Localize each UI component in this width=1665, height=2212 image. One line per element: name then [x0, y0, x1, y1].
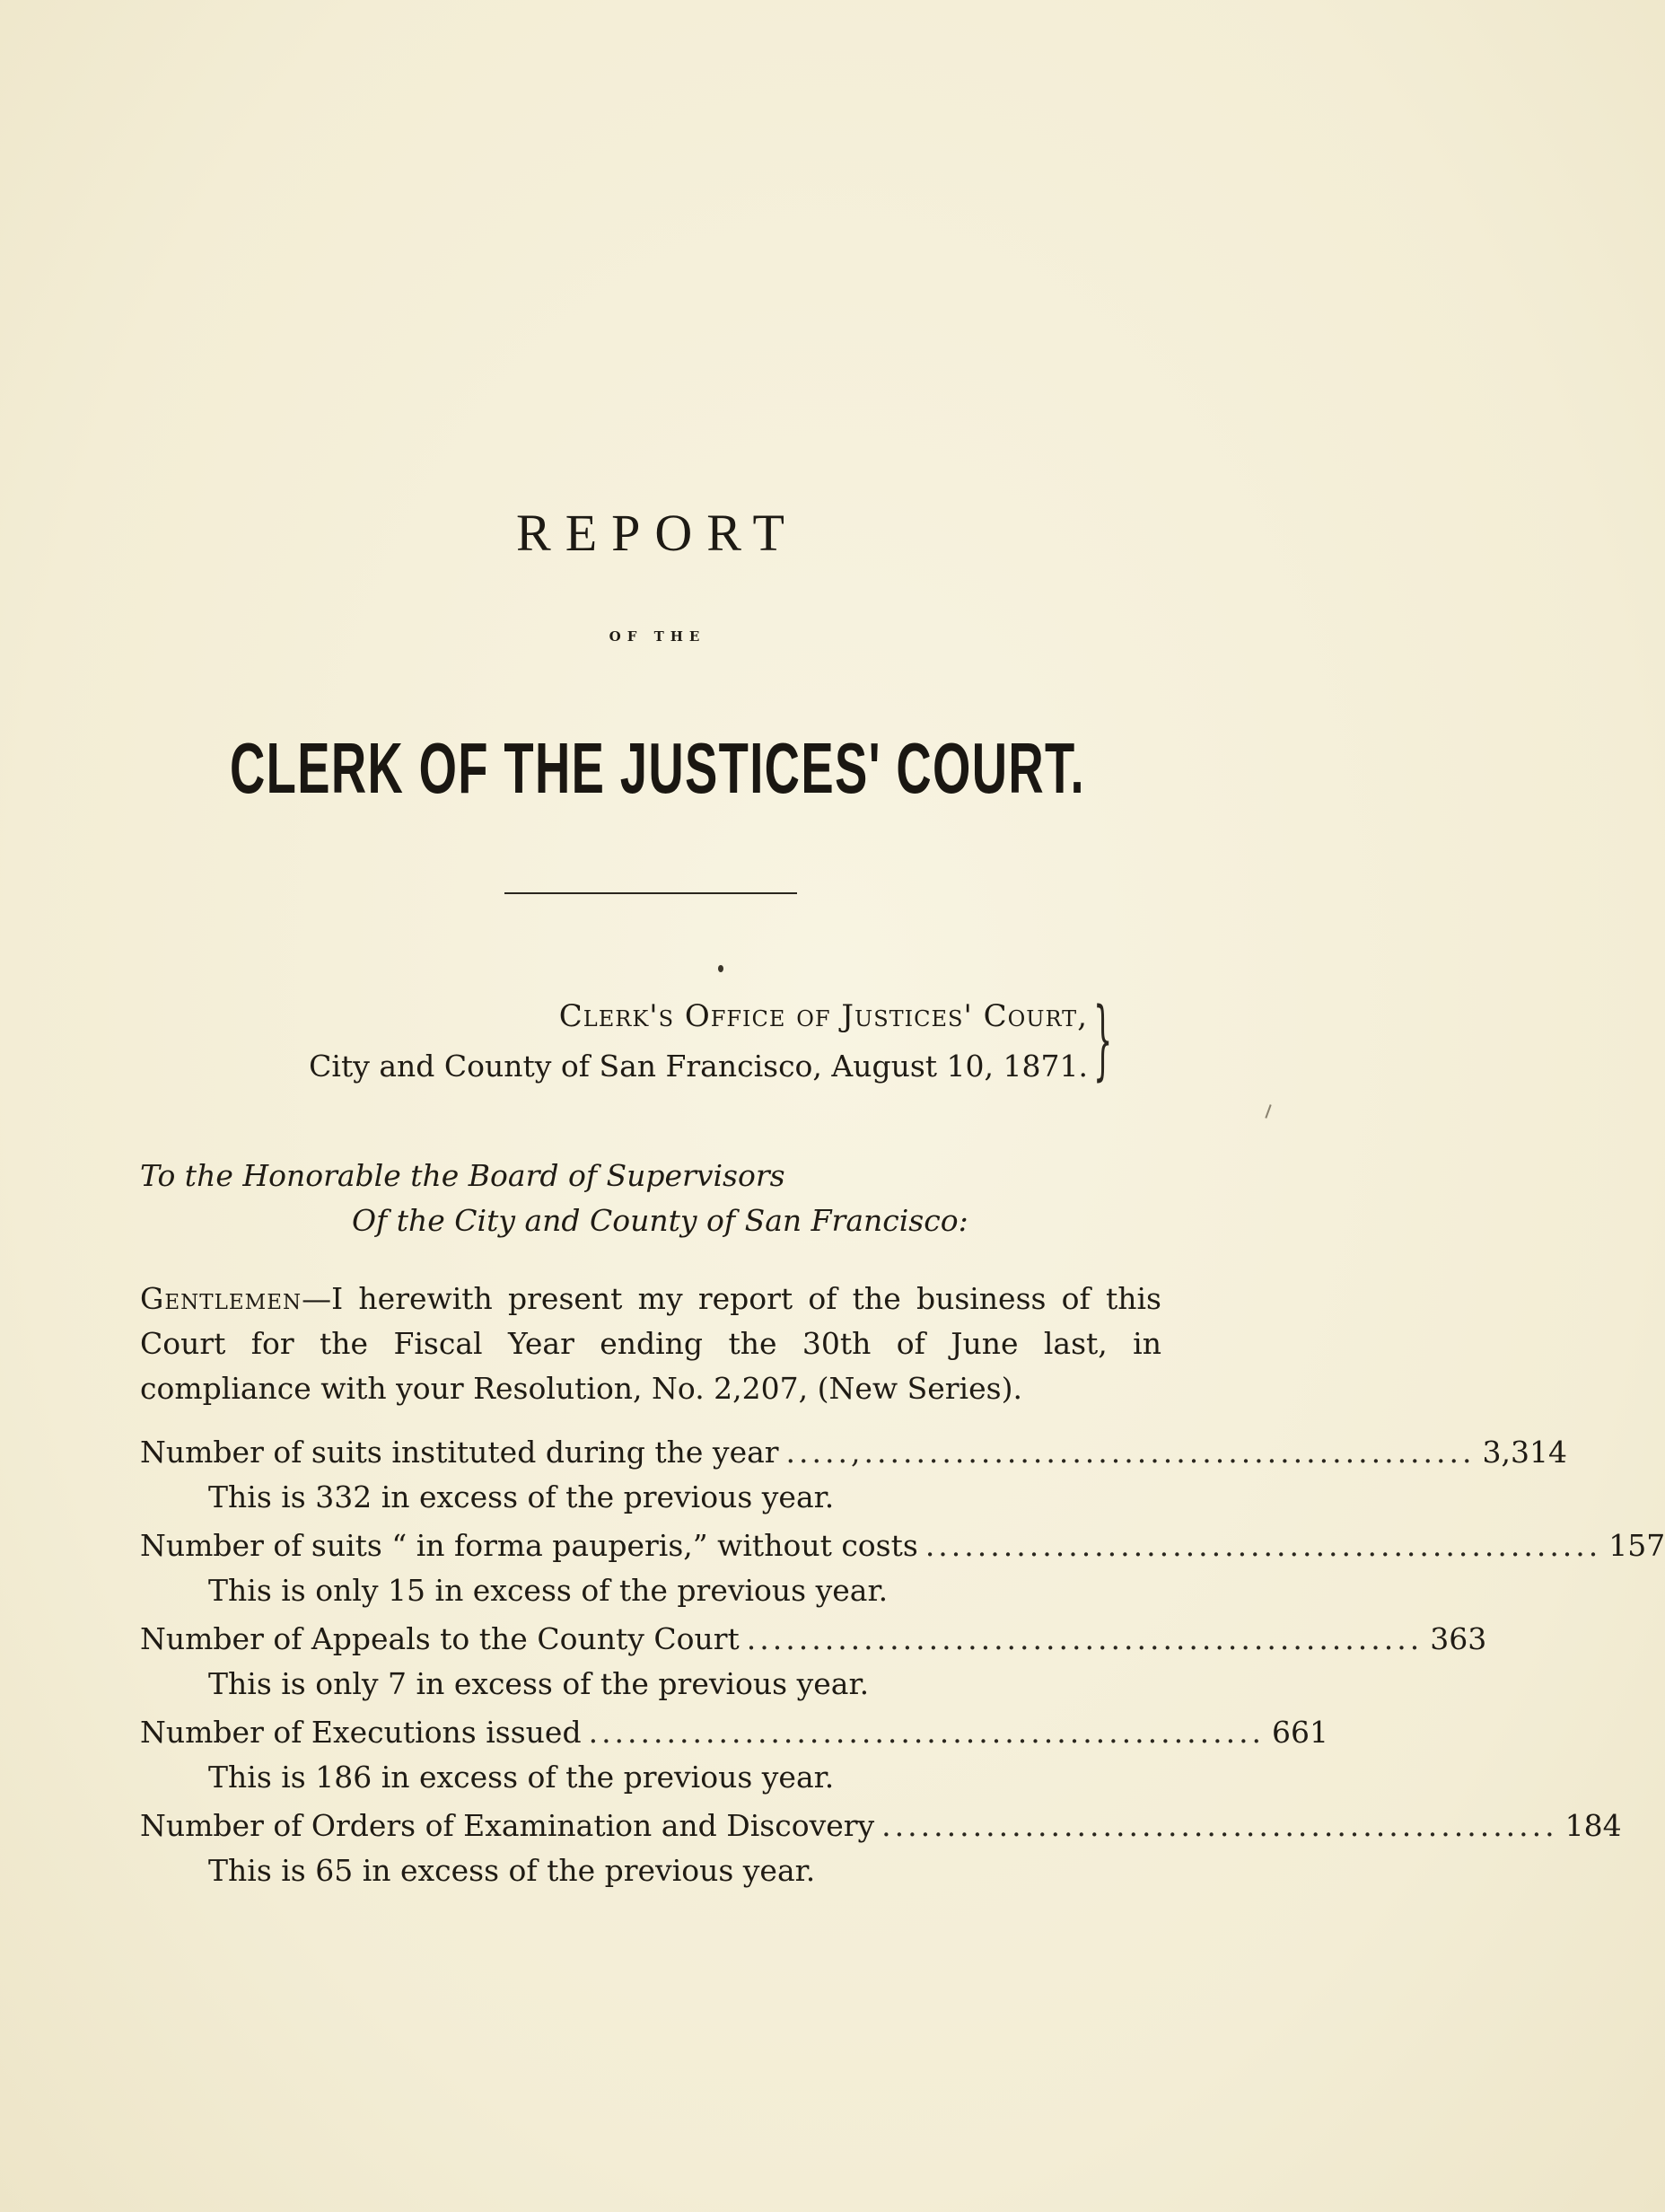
leader-dots: .................................................... — [588, 1715, 1266, 1750]
paper-mark — [1265, 1104, 1271, 1119]
salutation-line-2: Of the City and County of San Francisco: — [352, 1203, 968, 1238]
stat-label: Number of Appeals to the County Court — [140, 1621, 740, 1656]
report-heading: REPORT — [516, 504, 799, 562]
stat-note: This is only 7 in excess of the previous year. — [208, 1666, 870, 1701]
page-title: CLERK OF THE JUSTICES' COURT. — [229, 728, 1086, 808]
salutation-gentlemen: Gentlemen — [140, 1281, 302, 1316]
stat-value: 184 — [1564, 1808, 1622, 1843]
stat-note: This is 186 in excess of the previous year. — [208, 1760, 835, 1795]
stat-value: 363 — [1430, 1621, 1487, 1656]
of-the-subheading: OF THE — [609, 628, 706, 645]
stat-label: Number of suits instituted during the year — [140, 1435, 779, 1470]
dateline-brace: } — [1093, 989, 1113, 1090]
dateline-office: Clerk's Office of Justices' Court, — [558, 998, 1088, 1034]
stat-note: This is 332 in excess of the previous year. — [208, 1479, 835, 1514]
body-paragraph — [140, 1277, 1161, 1411]
stat-label: Number of Orders of Examination and Discovery — [140, 1808, 875, 1843]
stat-label: Number of suits “ in forma pauperis,” without costs — [140, 1528, 918, 1563]
ink-spot — [718, 965, 723, 972]
stat-note: This is 65 in excess of the previous year. — [208, 1853, 816, 1888]
stat-row — [140, 1435, 1567, 1470]
stat-label: Number of Executions issued — [140, 1715, 582, 1750]
leader-dots: .................................................... — [746, 1621, 1424, 1656]
leader-dots: .................................................... — [925, 1528, 1602, 1563]
body-text: —I herewith present my report of the business of this Court for the Fiscal Year ending the 30th of June last, in compliance with your Resolution, No. 2,207, (New Series). — [140, 1281, 1161, 1406]
stat-row — [140, 1715, 1329, 1750]
stat-value: 3,314 — [1482, 1435, 1567, 1470]
leader-dots: .....,............................................... — [785, 1435, 1476, 1470]
stat-row — [140, 1808, 1622, 1843]
salutation-line-1: To the Honorable the Board of Supervisors — [140, 1158, 785, 1193]
stat-value: 661 — [1272, 1715, 1329, 1750]
title-divider — [504, 892, 797, 894]
stat-row — [140, 1621, 1487, 1656]
stat-note: This is only 15 in excess of the previous year. — [208, 1573, 889, 1608]
leader-dots: .................................................... — [881, 1808, 1558, 1843]
stat-row — [140, 1528, 1665, 1563]
dateline-location-date: City and County of San Francisco, August 10, 1871. — [309, 1049, 1088, 1084]
stat-value: 157 — [1608, 1528, 1665, 1563]
